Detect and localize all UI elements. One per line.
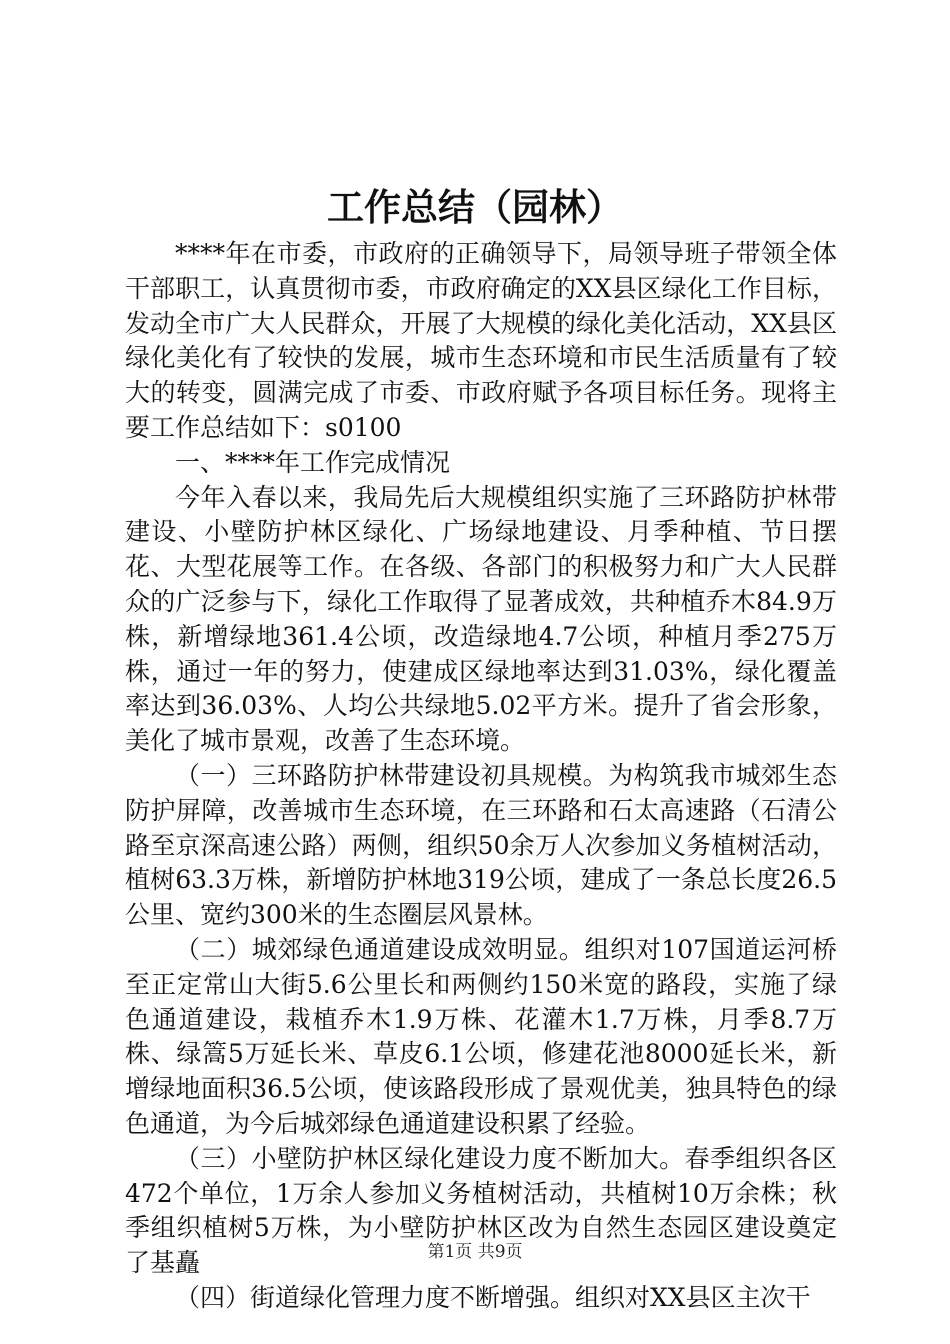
document-body bbox=[125, 237, 837, 1316]
page-title: 工作总结（园林） bbox=[327, 185, 623, 229]
paragraph-item-1: （一）三环路防护林带建设初具规模。为构筑我市城郊生态防护屏障，改善城市生态环境，在三环路和石太高速路（石清公路至京深高速公路）两侧，组织50余万人次参加义务植树活动，植树63.3万株，新增防护林地319公顷，建成了一条总长度26.5公里、宽约300米的生态圈层风景林。 bbox=[125, 760, 837, 930]
page-footer bbox=[0, 1240, 950, 1264]
section-heading: 一、****年工作完成情况 bbox=[175, 447, 451, 477]
page-total: 共9页 bbox=[477, 1242, 523, 1262]
paragraph-item-3: （三）小壁防护林区绿化建设力度不断加大。春季组织各区472个单位，1万余人参加义务植树活动，共植树10万余株；秋季组织植树5万株，为小壁防护林区改为自然生态园区建设奠定了基矗 bbox=[125, 1143, 837, 1278]
paragraph-overview: 今年入春以来，我局先后大规模组织实施了三环路防护林带建设、小壁防护林区绿化、广场绿地建设、月季种植、节日摆花、大型花展等工作。在各级、各部门的积极努力和广大人民群众的广泛参与下，绿化工作取得了显著成效，共种植乔木84.9万株，新增绿地361.4公顷，改造绿地4.7公顷，种植月季275万株，通过一年的努力，使建成区绿地率达到31.03%，绿化覆盖率达到36.03%、人均公共绿地5.02平方米。提升了省会形象，美化了城市景观，改善了生态环境。 bbox=[125, 482, 837, 756]
page-number: 第1页 bbox=[427, 1242, 473, 1262]
paragraph-intro: ****年在市委，市政府的正确领导下，局领导班子带领全体干部职工，认真贯彻市委，市政府确定的XX县区绿化工作目标，发动全市广大人民群众，开展了大规模的绿化美化活动，XX县区绿化美化有了较快的发展，城市生态环境和市民生活质量有了较大的转变，圆满完成了市委、市政府赋予各项目标任务。现将主要工作总结如下：s0100 bbox=[125, 239, 837, 442]
paragraph-item-2: （二）城郊绿色通道建设成效明显。组织对107国道运河桥至正定常山大街5.6公里长和两侧约150米宽的路段，实施了绿色通道建设，栽植乔木1.9万株、花灌木1.7万株，月季8.7万株、绿篙5万延长米、草皮6.1公顷，修建花池8000延长米，新增绿地面积36.5公顷，使该路段形成了景观优美，独具特色的绿色通道，为今后城郊绿色通道建设积累了经验。 bbox=[125, 934, 837, 1138]
paragraph-item-4: （四）街道绿化管理力度不断增强。组织对XX县区主次干 bbox=[175, 1282, 811, 1312]
